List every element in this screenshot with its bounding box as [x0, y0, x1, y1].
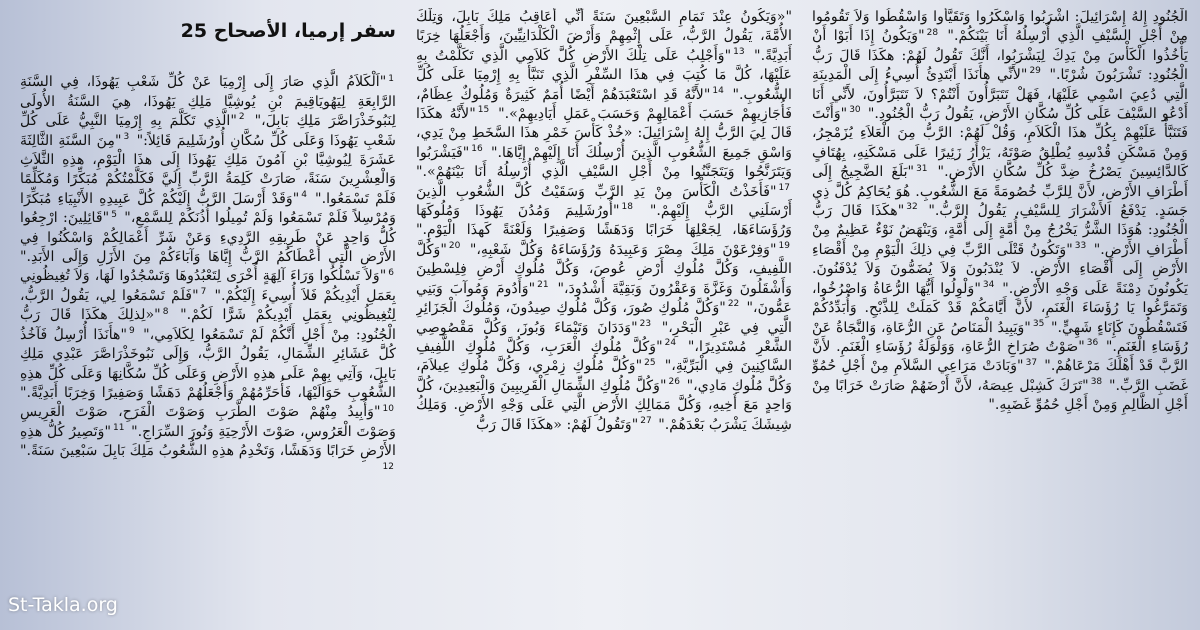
- verse-number: 36: [1086, 338, 1099, 349]
- verse-text: "وَفِرْعَوْنَ مَلِكَ مِصْرَ وَعَبِيدَهُ وَرُؤَسَاءَهُ وَكُلَّ شَعْبِهِ،": [462, 241, 777, 258]
- column-body: [812, 8, 1188, 416]
- chapter-title: سفر إرميا، الأصحاح 25: [180, 20, 396, 42]
- watermark: St-Takla.org: [8, 594, 118, 616]
- verse-number: 30: [849, 105, 861, 116]
- verse-number: 7: [200, 287, 207, 298]
- verse-text: "بَلَغَ الضَّجِيجُ إِلَى أَطْرَافِ الأَرْضِ، لأَنَّ لِلرَّبِّ خُصُومَةً مَعَ الشُّعُوبِ. هُوَ يُحَاكِمُ كُلَّ ذِي جَسَدٍ. يَدْفَعُ الأَشْرَارَ لِلسَّيْفِ، يَقُولُ الرَّبُّ.": [812, 164, 1188, 220]
- verse-text: "اَلْكَلاَمُ الَّذِي صَارَ إِلَى إِرْمِيَا عَنْ كُلِّ شَعْبِ يَهُوذَا، فِي السَّنَةِ الرَّابِعَةِ لِيَهُويَاقِيمَ بْنِ يُوشِيَّا مَلِكِ يَهُوذَا، هِيَ السَّنَةُ الأُولَى لِنَبُوخَذْرَاصَّرَ مَلِكِ بَابِلَ،": [20, 74, 396, 130]
- verse-text: "هأَنَذَا أُرْسِلُ فَآخُذُ كُلَّ عَشَائِرِ الشِّمَالِ، يَقُولُ الرَّبُّ، وَإِلَى نَبُوخَذْرَاصَّرَ عَبْدِي مَلِكِ بَابِلَ، وَآتِي بِهِمْ عَلَى هذِهِ الأَرْضِ وَعَلَى كُلِّ سُكَّانِهَا وَعَلَى كُلِّ هذِهِ الشُّعُوبِ حَوَالَيْهَا، فَأُحَرِّمُهُمْ وَأَجْعَلُهُمْ دَهَشًا وَصَفِيرًا وَخِرَبًا أَبَدِيَّةً.": [20, 326, 396, 401]
- verse-number: 6: [388, 267, 394, 278]
- verse-text: "«لِذلِكَ هكَذَا قَالَ رَبُّ الْجُنُودِ: مِنْ أَجْلِ أَنَّكُمْ لَمْ تَسْمَعُوا لِكَلاَمِي،": [20, 307, 396, 343]
- verse-text: "وَدَدَانَ وَتَيْمَاءَ وَبُوزَ، وَكُلَّ مَقْصُوصِي الشَّعْرِ مُسْتَدِيرًا،": [416, 319, 792, 355]
- verse-number: 25: [644, 357, 656, 368]
- verse-text: "لأَنَّهُ هكَذَا قَالَ لِيَ الرَّبُّ إِلهُ إِسْرَائِيلَ: «خُذْ كَأْسَ خَمْرِ هذَا السَّخَطِ مِنْ يَدِي، وَاسْقِ جَمِيعَ الشُّعُوبِ الَّذِينَ أُرْسِلُكَ أَنَا إِلَيْهِمْ إِيَّاهَا.": [416, 106, 792, 161]
- verse-number: 15: [477, 105, 490, 116]
- verse-number: 35: [1032, 318, 1045, 329]
- verse-number: 28: [926, 27, 939, 38]
- verse-text: "وَكُلَّ مُلُوكِ الْعَرَبِ، وَكُلَّ مُلُوكِ اللَّفِيفِ السَّاكِنِينَ فِي الْبَرِّيَّةِ،": [416, 338, 792, 375]
- verse-text: "وَكُلَّ مُلُوكِ صُورَ، وَكُلَّ مُلُوكِ صِيدُونَ، وَمُلُوكَ الْجَزَائِرِ الَّتِي فِي عَبْرِ الْبَحْرِ،": [416, 300, 792, 336]
- verse-text: "وَكُلَّ مُلُوكِ الشِّمَالِ الْقَرِيبِينَ وَالْبَعِيدِينَ، كُلَّ وَاحِدٍ مَعَ أَخِيهِ، وَكُلَّ مَمَالِكِ الأَرْضِ الَّتِي عَلَى وَجْهِ الأَرْضِ. وَمَلِكُ شِيشَكَ يَشْرَبُ بَعْدَهُمْ.": [416, 377, 792, 433]
- verse-number: 20: [448, 241, 461, 252]
- verse-text: "وَيَكُونُ إِذَا أَبَوْا أَنْ يَأْخُذُوا الْكَأْسَ مِنْ يَدِكَ لِيَشْرَبُوا، أَنَّكَ تَقُولُ لَهُمْ: هكَذَا قَالَ رَبُّ الْجُنُودِ: تَشْرَبُونَ شُرْبًا.": [812, 28, 1188, 84]
- verse-number: 29: [1029, 66, 1041, 77]
- verse-text: "وَأَجْلِبُ عَلَى تِلْكَ الأَرْضِ كُلَّ كَلاَمِي الَّذِي تَكَلَّمْتُ بِهِ عَلَيْهَا، كُلَّ مَا كُتِبَ فِي هذَا السِّفْرِ الَّذِي تَنَبَّأَ بِهِ إِرْمِيَا عَلَى كُلِّ الشُّعُوبِ.": [416, 47, 792, 103]
- verse-number: 9: [129, 325, 135, 336]
- verse-number: 24: [664, 338, 677, 349]
- verse-number: 5: [111, 209, 117, 220]
- verse-text: "وَتَصِيرُ كُلُّ هذِهِ الأَرْضِ خَرَابًا وَدَهَشًا، وَتَخْدِمُ هذِهِ الشُّعُوبُ مَلِكَ بَابِلَ سَبْعِينَ سَنَةً.": [20, 423, 396, 460]
- verse-text: "الَّذِي تَكَلَّمَ بِهِ إِرْمِيَا النَّبِيُّ عَلَى كُلِّ شَعْبِ يَهُوذَا وَعَلَى كُلِّ سُكَّانِ أُورُشَلِيمَ قَائِلاً:": [20, 113, 396, 149]
- page: [20, 8, 1188, 622]
- verse-number: 33: [1074, 241, 1087, 252]
- verse-text: "فَأَخَذْتُ الْكَأْسَ مِنْ يَدِ الرَّبِّ وَسَقَيْتُ كُلَّ الشُّعُوبِ الَّذِينَ أَرْسَلَنِي الرَّبُّ إِلَيْهِمْ.": [416, 183, 792, 220]
- verse-text: "أُورُشَلِيمَ وَمُدُنَ يَهُوذَا وَمُلُوكَهَا وَرُؤَسَاءَهَا، لِجَعْلِهَا خَرَابًا وَدَهَشًا وَصَفِيرًا وَلَعْنَةً كَهذَا الْيَوْمِ.": [416, 203, 792, 239]
- verse-number: 27: [640, 415, 652, 426]
- verse-text: "وَأَنْتَ فَتَنَبَّأْ عَلَيْهِمْ بِكُلِّ هذَا الْكَلاَمِ، وَقُلْ لَهُمْ: الرَّبُّ مِنَ الْعَلاَءِ يُزَمْجِرُ، وَمِنْ مَسْكَنِ قُدْسِهِ يُطْلِقُ صَوْتَهُ، يَزْأَرُ زَئِيرًا عَلَى مَسْكَنِهِ، بِهُتَافٍ كَالدَّائِسِينَ يَصْرُخُ ضِدَّ كُلِّ سُكَّانِ الأَرْضِ.": [812, 106, 1188, 181]
- column-text: [20, 73, 396, 481]
- verse-text: "وَكُلَّ مُلُوكِ زِمْرِي، وَكُلَّ مُلُوكِ عِيلاَمَ، وَكُلَّ مُلُوكِ مَادِي،": [416, 358, 792, 394]
- column-text: [416, 8, 792, 435]
- verse-number: 1: [388, 73, 394, 84]
- verse-number: 22: [727, 299, 740, 310]
- verse-text: "هكَذَا قَالَ رَبُّ الْجُنُودِ: هُوَذَا الشَّرُّ يَخْرُجُ مِنْ أُمَّةٍ إِلَى أُمَّةٍ، وَيَنْهَضُ نَوْءٌ عَظِيمٌ مِنْ أَطْرَافِ الأَرْضِ.": [812, 203, 1188, 258]
- verse-number: 2: [238, 112, 245, 123]
- verse-text: "«وَيَكُونُ عِنْدَ تَمَامِ السَّبْعِينَ سَنَةً أَنِّي أُعَاقِبُ مَلِكَ بَابِلَ، وَتِلْكَ الأُمَّةَ، يَقُولُ الرَّبُّ، عَلَى إِثْمِهِمْ وَأَرْضَ الْكَلْدَانِيِّينَ، وَأَجْعَلُهَا خِرَبًا أَبَدِيَّةً.": [416, 9, 792, 64]
- verse-number: 3: [123, 131, 130, 142]
- verse-number: 23: [639, 318, 652, 329]
- verse-text: "فَلَمْ تَسْمَعُوا لِي، يَقُولُ الرَّبُّ، لِتُغِيظُونِي بِعَمَلِ أَيْدِيكُمْ شَرًّا لَكُمْ.": [20, 287, 396, 324]
- verse-text: "وَتَكُونُ قَتْلَى الرَّبِّ فِي ذلِكَ الْيَوْمِ مِنْ أَقْصَاءِ الأَرْضِ إِلَى أَقْصَاءِ الأَرْضِ. لاَ يُنْدَبُونَ وَلاَ يُضَمُّونَ وَلاَ يُدْفَنُونَ. يَكُونُونَ دِمْنَةً عَلَى وَجْهِ الأَرْضِ.": [812, 241, 1188, 297]
- verse-number: 26: [668, 376, 680, 387]
- verse-text: "وَبَادَتْ مَرَاعِي السَّلاَمِ مِنْ أَجْلِ حُمُوِّ غَضَبِ الرَّبِّ.": [812, 358, 1188, 394]
- verse-number: 32: [906, 202, 918, 213]
- text-column-right: [20, 8, 396, 622]
- text-column-middle: [416, 8, 792, 622]
- verse-number: 14: [712, 85, 724, 96]
- verse-text: الْجُنُودِ إِلهُ إِسْرَائِيلَ: اشْرَبُوا وَاسْكَرُوا وَتَقَيَّأُوا وَاسْقُطُوا وَلاَ تَقُومُوا مِنْ أَجْلِ السَّيْفِ الَّذِي أُرْسِلُهُ أَنَا بَيْنَكُمْ.": [812, 9, 1188, 45]
- verse-text: "وَكُلَّ اللَّفِيفِ، وَكُلَّ مُلُوكِ أَرْضِ عُوصَ، وَكُلَّ مُلُوكِ أَرْضِ فِلِسْطِينَ وَأَشْقَلُونَ وَغَزَّةَ وَعَقْرُونَ وَبَقِيَّةَ أَشْدُودَ،": [416, 241, 792, 297]
- verse-number: 18: [621, 202, 633, 213]
- verse-number: 16: [471, 144, 483, 155]
- verse-text: "فَيَشْرَبُوا وَيَتَرَنَّحُوا وَيَتَجَنَّنُوا مِنْ أَجْلِ السَّيْفِ الَّذِي أُرْسِلُهُ أَنَا بَيْنَهُمْ».": [416, 144, 792, 181]
- verse-text: "وَلاَ تَسْلُكُوا وَرَاءَ آلِهَةٍ أُخْرَى لِتَعْبُدُوهَا وَتَسْجُدُوا لَهَا، وَلاَ تُغِيظُونِي بِعَمَلِ أَيْدِيكُمْ فَلاَ أُسِيءَ إِلَيْكُمْ.": [20, 268, 396, 304]
- verse-number: 12: [382, 461, 394, 472]
- verse-number: 21: [537, 279, 549, 290]
- verse-text: "وَأَدُومَ وَمُوآبَ وَبَنِي عَمُّونَ،": [416, 280, 792, 317]
- verse-number: 31: [916, 163, 928, 174]
- verse-text: "وَأُبِيدُ مِنْهُمْ صَوْتَ الطَّرَبِ وَصَوْتَ الْفَرَحِ، صَوْتَ الْعَرِيسِ وَصَوْتَ الْعَرُوسِ، صَوْتَ الأَرْحِيَةِ وَنُورَ السِّرَاجِ.": [20, 404, 396, 440]
- verse-text: "وَقَدْ أَرْسَلَ الرَّبُّ إِلَيْكُمْ كُلَّ عَبِيدِهِ الأَنْبِيَاءِ مُبَكِّرًا وَمُرْسِلاً فَلَمْ تَسْمَعُوا وَلَمْ تُمِيلُوا أُذُنَكُمْ لِلسَّمْعِ،": [20, 190, 396, 227]
- verse-text: "صَوْتُ صُرَاخِ الرُّعَاةِ، وَوَلْوَلَةُ رُؤَسَاءِ الْغَنَمِ. لأَنَّ الرَّبَّ قَدْ أَهْلَكَ مَرْعَاهُمْ.": [812, 338, 1188, 375]
- verse-text: "لأَنَّهُ قَدِ اسْتَعْبَدَهُمْ أَيْضًا أُمَمٌ كَثِيرَةٌ وَمُلُوكٌ عِظَامٌ، فَأُجَازِيهِمْ حَسَبَ أَعْمَالِهِمْ وَحَسَبَ عَمَلِ أَيَادِيهِمْ».": [416, 86, 792, 123]
- verse-number: 34: [982, 279, 995, 290]
- column-text: [812, 8, 1188, 416]
- verse-text: "وَلْوِلُوا أَيُّهَا الرُّعَاةُ وَاصْرُخُوا، وَتَمَرَّغُوا يَا رُؤَسَاءَ الْغَنَمِ، لأَنَّ أَيَّامَكُمْ قَدْ كَمَلَتْ لِلذَّبْحِ. وَأُبَدِّدُكُمْ فَتَسْقُطُونَ كَإِنَاءٍ شَهِيٍّ.": [812, 280, 1188, 336]
- verse-text: "مِنَ السَّنَةِ الثَّالِثَةَ عَشَرَةَ لِيُوشِيَّا بْنِ آمُونَ مَلِكِ يَهُوذَا إِلَى هذَا الْيَوْمِ، هذِهِ الثَّلاَثِ وَالْعِشْرِينَ سَنَةً، صَارَتْ كَلِمَةُ الرَّبِّ إِلَيَّ فَكَلَّمْتُكُمْ مُبَكِّرًا وَمُكَلِّمًا فَلَمْ تَسْمَعُوا.": [20, 132, 396, 207]
- verse-text: "لأَنِّي هأَنَذَا أَبْتَدِئُ أُسِيءُ إِلَى الْمَدِينَةِ الَّتِي دُعِيَ اسْمِي عَلَيْهَا، فَهَلْ تَتَبَرَّأُونَ أَنْتُمْ؟ لاَ تَتَبَرَّأُونَ، لأَنِّي أَنَا أَدْعُو السَّيْفَ عَلَى كُلِّ سُكَّانِ الأَرْضِ، يَقُولُ رَبُّ الْجُنُودِ.": [812, 67, 1188, 123]
- verse-number: 37: [1025, 357, 1038, 368]
- verse-number: 17: [778, 182, 790, 193]
- verse-number: 4: [301, 190, 307, 201]
- verse-number: 8: [162, 306, 169, 317]
- verse-number: 11: [112, 422, 125, 433]
- verse-number: 38: [1090, 376, 1103, 387]
- verse-number: 10: [382, 403, 394, 414]
- column-body: [20, 73, 396, 481]
- verse-number: 19: [778, 241, 790, 252]
- verse-number: 13: [733, 47, 745, 58]
- text-column-left: [812, 8, 1188, 622]
- verse-text: "وَيَبِيدُ الْمَنَاصُ عَنِ الرُّعَاةِ، وَالنَّجَاةُ عَنْ رُؤَسَاءِ الْغَنَمِ.": [812, 319, 1188, 355]
- column-body: [416, 8, 792, 435]
- verse-text: "قَائِلِينَ: ارْجِعُوا كُلُّ وَاحِدٍ عَنْ طَرِيقِهِ الرَّدِيءِ وَعَنْ شَرِّ أَعْمَالِكُمْ وَاسْكُنُوا فِي الأَرْضِ الَّتِي أَعْطَاكُمُ الرَّبُّ إِيَّاهَا وَآبَاءَكُمْ مِنَ الأَزَلِ وَإِلَى الأَبَدِ.": [20, 210, 396, 266]
- verse-text: "وَتَقُولُ لَهُمْ: «هكَذَا قَالَ رَبُّ: [475, 416, 639, 433]
- verse-text: "تَرَكَ كَشِبْل عِيصَهُ، لأَنَّ أَرْضَهُمْ صَارَتْ خَرَابًا مِنْ أَجْلِ الظَّالِمِ وَمِنْ أَجْلِ حُمُوِّ غَضَبِهِ.": [812, 377, 1188, 414]
